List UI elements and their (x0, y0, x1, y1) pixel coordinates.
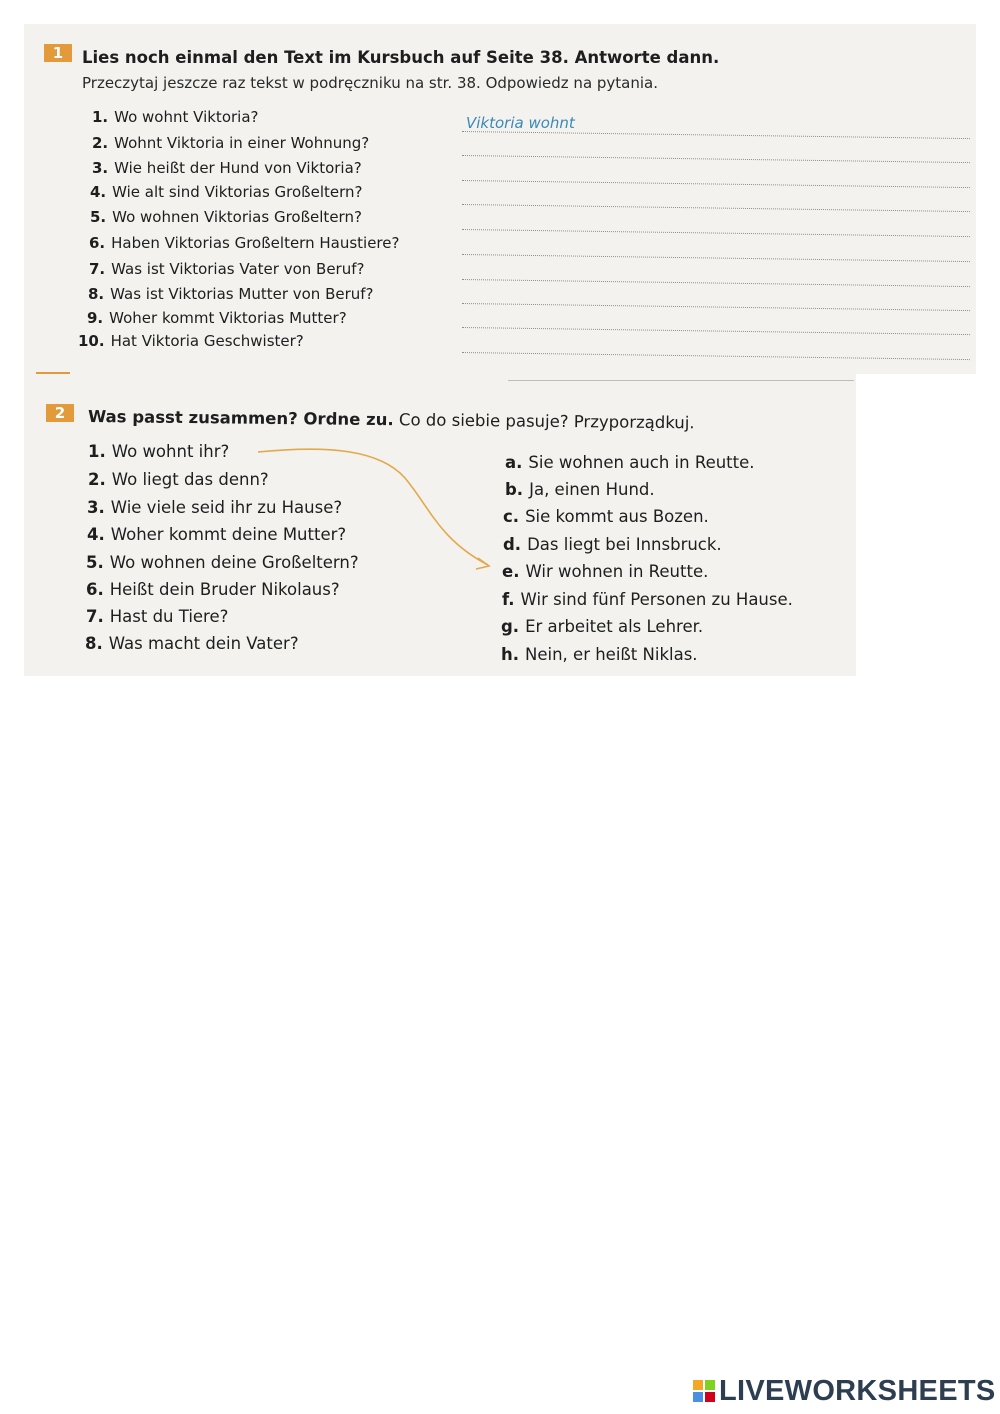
ex1-question-2: 2. Wohnt Viktoria in einer Wohnung? (92, 134, 370, 152)
logo-text: LIVEWORKSHEETS (719, 1374, 996, 1407)
ex1-question-9: 9. Woher kommt Viktorias Mutter? (87, 309, 347, 327)
exercise-2-badge: 2 (46, 404, 74, 422)
ex2-answer-e: e. Wir wohnen in Reutte. (502, 562, 709, 581)
section-divider (508, 380, 854, 381)
ex2-question-5: 5. Wo wohnen deine Großeltern? (86, 553, 359, 572)
exercise-1-badge: 1 (44, 44, 72, 62)
ex2-answer-d: d. Das liegt bei Innsbruck. (503, 535, 722, 554)
ex2-question-2: 2. Wo liegt das denn? (88, 470, 269, 489)
ex1-question-7: 7. Was ist Viktorias Vater von Beruf? (89, 260, 365, 278)
exercise-1-subtitle: Przeczytaj jeszcze raz tekst w podręczniku na str. 38. Odpowiedz na pytania. (82, 74, 659, 92)
example-answer: Viktoria wohnt (466, 114, 575, 132)
exercise-2-title: Was passt zusammen? Ordne zu. Co do siebie pasuje? Przyporządkuj. (87, 407, 695, 433)
liveworksheets-logo (693, 1375, 996, 1407)
ex2-answer-b: b. Ja, einen Hund. (505, 480, 655, 499)
ex1-question-5: 5. Wo wohnen Viktorias Großeltern? (90, 208, 362, 226)
logo-grid-icon (693, 1380, 715, 1402)
ex1-question-3: 3. Wie heißt der Hund von Viktoria? (92, 159, 362, 177)
ex2-answer-f: f. Wir sind fünf Personen zu Hause. (502, 590, 793, 609)
ex2-question-4: 4. Woher kommt deine Mutter? (87, 525, 347, 544)
ex1-question-4: 4. Wie alt sind Viktorias Großeltern? (90, 183, 363, 201)
ex2-question-3: 3. Wie viele seid ihr zu Hause? (87, 498, 343, 517)
ex1-question-8: 8. Was ist Viktorias Mutter von Beruf? (88, 285, 374, 303)
ex2-question-6: 6. Heißt dein Bruder Nikolaus? (86, 580, 340, 599)
ex1-question-10: 10. Hat Viktoria Geschwister? (78, 332, 304, 350)
ex2-question-8: 8. Was macht dein Vater? (85, 634, 299, 653)
ex2-answer-g: g. Er arbeitet als Lehrer. (501, 617, 704, 636)
divider-accent (36, 372, 70, 374)
ex2-question-7: 7. Hast du Tiere? (86, 607, 229, 626)
ex2-answer-h: h. Nein, er heißt Niklas. (501, 645, 698, 664)
ex2-answer-c: c. Sie kommt aus Bozen. (503, 507, 709, 526)
ex1-question-1: 1. Wo wohnt Viktoria? (92, 108, 259, 126)
ex2-question-1: 1. Wo wohnt ihr? (88, 442, 230, 461)
exercise-1-title: Lies noch einmal den Text im Kursbuch auf Seite 38. Antworte dann. (82, 48, 720, 67)
ex1-question-6: 6. Haben Viktorias Großeltern Haustiere? (89, 234, 400, 252)
ex2-answer-a: a. Sie wohnen auch in Reutte. (505, 453, 755, 472)
